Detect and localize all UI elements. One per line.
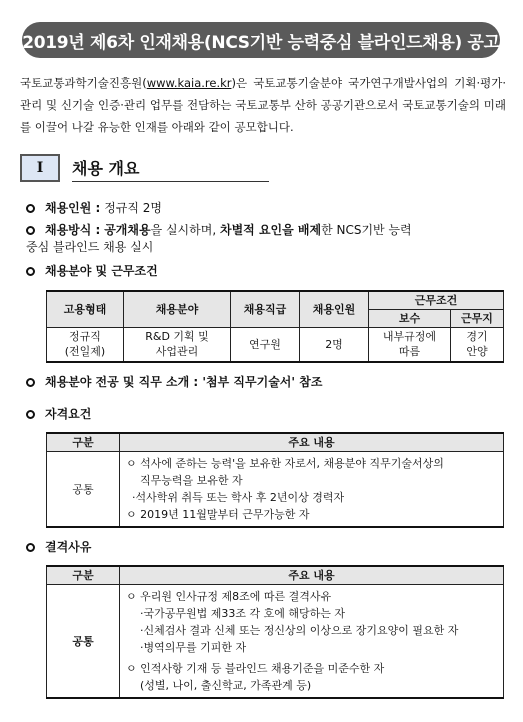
- intro-paragraph: [20, 72, 506, 138]
- recruit-count-value: 정규직 2명: [104, 201, 163, 215]
- method-text-1: 을 실시하며,: [150, 223, 217, 237]
- bullet-recruit-count: [26, 200, 162, 217]
- circle-bullet-icon: [26, 543, 35, 552]
- bullet-disqualification: [26, 539, 91, 556]
- qualification-line: ㅇ 석사에 준하는 능력'을 보유한 자로서, 채용분야 직무기술서상의: [126, 457, 444, 470]
- header-pay: 보수: [369, 310, 451, 328]
- disqualification-line: (성별, 나이, 출신학교, 가족관계 등): [140, 679, 312, 692]
- bullet-qualifications: [26, 406, 91, 423]
- qualification-line: 직무능력을 보유한 자: [140, 474, 243, 487]
- website-link[interactable]: www.kaia.re.kr: [146, 76, 232, 90]
- cell-location: 경기 안양: [450, 328, 503, 362]
- recruitment-table: [46, 290, 504, 363]
- section-title: 채용 개요: [72, 156, 269, 182]
- section-number: I: [20, 154, 60, 182]
- cell-rank: 연구원: [231, 328, 300, 362]
- disqualification-line: ㅇ 인적사항 기재 등 블라인드 채용기준을 미준수한 자: [126, 662, 385, 675]
- header-conditions: 근무조건: [369, 291, 504, 310]
- bullet-major-intro: [26, 374, 322, 391]
- method-bold-2: 차별적 요인을 배제: [219, 223, 322, 237]
- announcement-banner: 2019년 제6차 인재채용(NCS기반 능력중심 블라인드채용) 공고: [22, 22, 500, 58]
- disqualification-line: ㅇ 우리원 인사규정 제8조에 따른 결격사유: [126, 590, 332, 603]
- bullet-method: [26, 222, 412, 256]
- cell-pay: 내부규정에 따름: [369, 328, 451, 362]
- circle-bullet-icon: [26, 410, 35, 419]
- header-headcount: 채용인원: [300, 291, 369, 328]
- method-label: 채용방식 :: [45, 223, 101, 237]
- circle-bullet-icon: [26, 267, 35, 276]
- header-content: 주요 내용: [120, 566, 504, 585]
- header-location: 근무지: [450, 310, 503, 328]
- method-text-2: 한 NCS기반 능력: [321, 223, 412, 237]
- disqualification-line: ·병역의무를 기피한 자: [140, 641, 247, 654]
- major-intro-label: 채용분야 전공 및 직무 소개 : '첨부 직무기술서' 참조: [45, 375, 323, 389]
- method-line-2: 중심 블라인드 채용 실시: [26, 240, 154, 254]
- circle-bullet-icon: [26, 226, 35, 235]
- bullet-field-conditions: [26, 263, 158, 280]
- header-rank: 채용직급: [231, 291, 300, 328]
- header-category: 구분: [47, 433, 120, 452]
- header-employment-type: 고용형태: [47, 291, 124, 328]
- disqualification-table: [46, 565, 504, 699]
- cell-category: 공통: [47, 585, 120, 699]
- cell-headcount: 2명: [300, 328, 369, 362]
- recruit-count-label: 채용인원 :: [45, 201, 101, 215]
- qualifications-label: 자격요건: [45, 407, 92, 421]
- cell-field: R&D 기획 및 사업관리: [124, 328, 231, 362]
- intro-text-1: 국토교통과학기술진흥원(: [20, 76, 147, 90]
- cell-employment-type: 정규직 (전일제): [47, 328, 124, 362]
- circle-bullet-icon: [26, 378, 35, 387]
- cell-content: [120, 452, 504, 528]
- header-field: 채용분야: [124, 291, 231, 328]
- qualification-line: ㅇ 2019년 11월말부터 근무가능한 자: [126, 508, 310, 521]
- qualifications-table: [46, 432, 504, 528]
- header-content: 주요 내용: [120, 433, 504, 452]
- cell-category: 공통: [47, 452, 120, 528]
- method-bold-1: 공개채용: [104, 223, 151, 237]
- header-category: 구분: [47, 566, 120, 585]
- qualification-line: ·석사학위 취득 또는 학사 후 2년이상 경력자: [132, 491, 345, 504]
- intro-text-2: )은 국토교통기술분야 국가연구개발사업의 기획·평가·관리 및 신기술 인증·관리 업무를 전담하는 국토교통부 산하 공공기관으로서 국토교통기술의 미래를 이끌어 나갈 유능한 인재를 아래와 같이 공모합니다.: [20, 76, 506, 134]
- disqualification-line: ·국가공무원법 제33조 각 호에 해당하는 자: [140, 607, 345, 620]
- field-conditions-label: 채용분야 및 근무조건: [45, 264, 158, 278]
- disqualification-label: 결격사유: [45, 540, 92, 554]
- circle-bullet-icon: [26, 204, 35, 213]
- section-heading: [20, 154, 269, 182]
- cell-content: [120, 585, 504, 699]
- disqualification-line: ·신체검사 결과 신체 또는 정신상의 이상으로 장기요양이 필요한 자: [140, 624, 459, 637]
